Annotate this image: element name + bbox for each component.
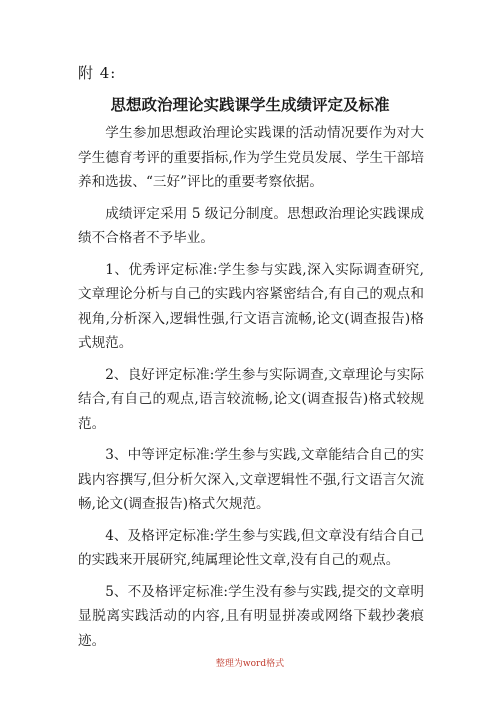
document-title: 思想政治理论实践课学生成绩评定及标准	[110, 96, 390, 114]
paragraph-good-criteria: 2、良好评定标准:学生参与实际调查,文章理论与实际结合,有自己的观点,语言较流畅,论文(调查报告)格式较规范。	[78, 366, 424, 432]
paragraph-excellent-criteria: 1、优秀评定标准:学生参与实践,深入实际调查研究,文章理论分析与自己的实践内容紧密结合,有自己的观点和视角,分析深入,逻辑性强,行文语言流畅,论文(调查报告)格式规范。	[78, 261, 424, 351]
paragraph-medium-criteria: 3、中等评定标准:学生参与实践,文章能结合自己的实践内容撰写,但分析欠深入,文章逻辑性不强,行文语言欠流畅,论文(调查报告)格式欠规范。	[78, 447, 424, 512]
attachment-label: 附 4:	[78, 64, 117, 82]
paragraph-fail-criteria: 5、不及格评定标准:学生没有参与实践,提交的文章明显脱离实践活动的内容,且有明显拼凑或网络下载抄袭痕迹。	[78, 583, 424, 649]
footer-watermark: 整理为word格式	[215, 659, 285, 669]
paragraph-grading-system: 成绩评定采用 5 级记分制度。思想政治理论实践课成绩不合格者不予毕业。	[78, 205, 424, 246]
paragraph-intro: 学生参加思想政治理论实践课的活动情况要作为对大学生德育考评的重要指标,作为学生党员发展、学生干部培养和选拔、“三好”评比的重要考察依据。	[78, 125, 424, 190]
document-body	[78, 121, 424, 660]
paragraph-pass-criteria: 4、及格评定标准:学生参与实践,但文章没有结合自己的实践来开展研究,纯属理论性文章,没有自己的观点。	[78, 527, 424, 568]
